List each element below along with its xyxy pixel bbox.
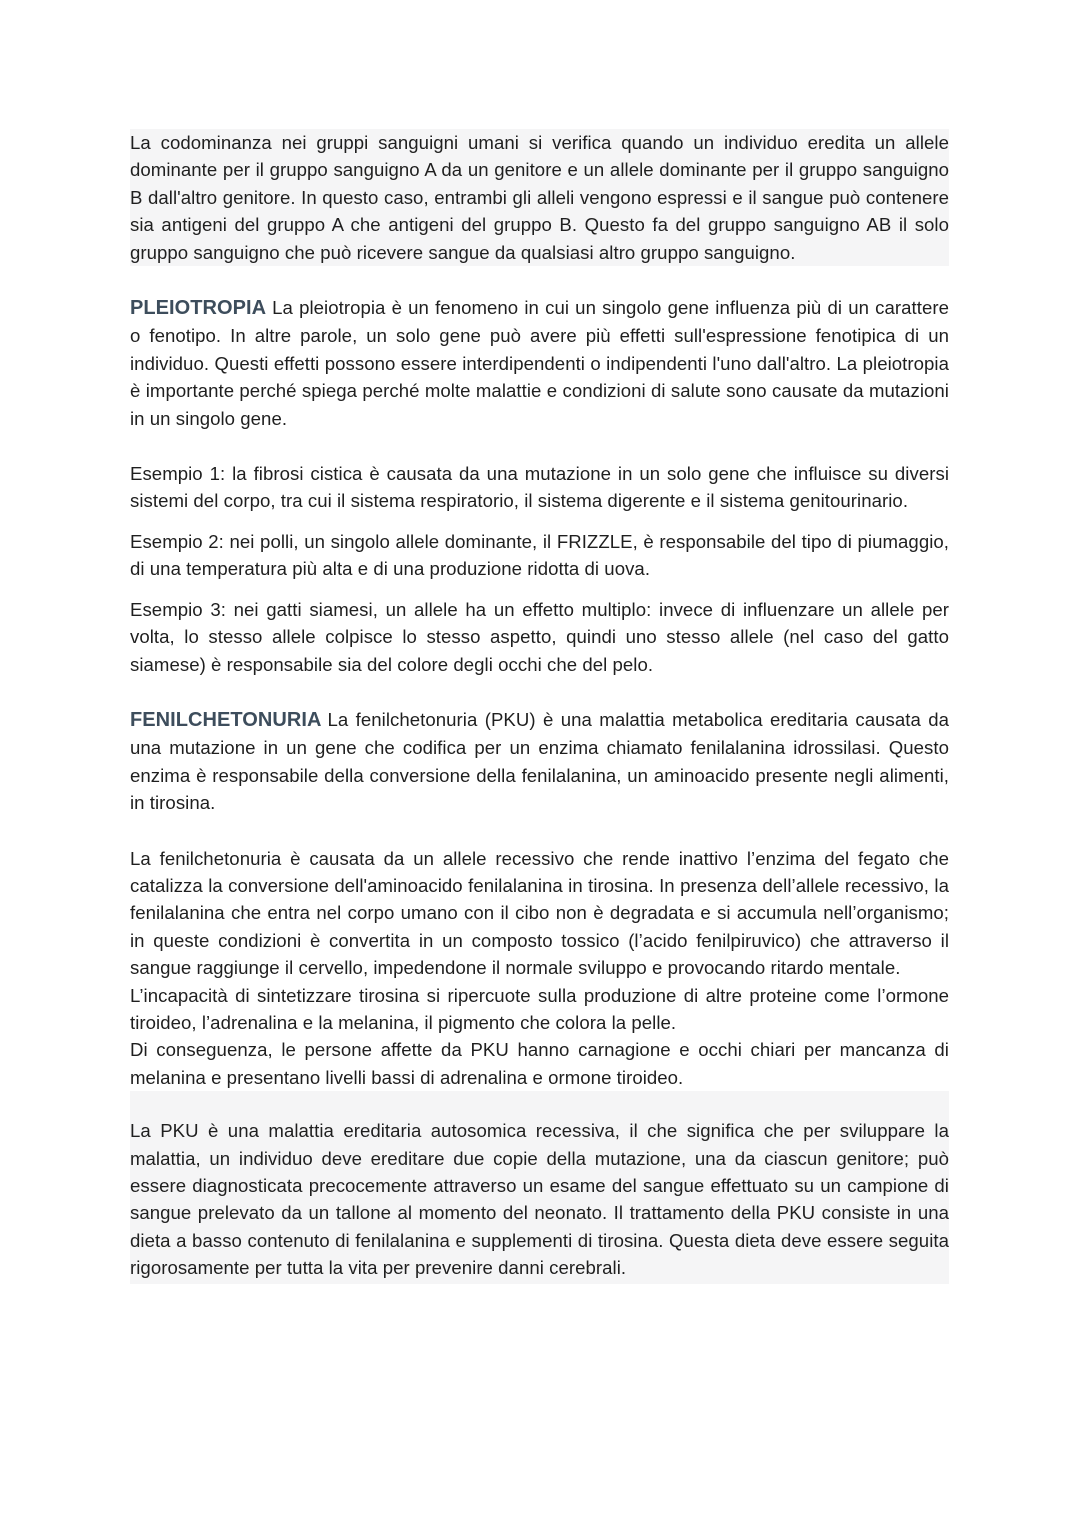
document-page (130, 129, 949, 1284)
pku-cause-paragraph: La fenilchetonuria è causata da un allele recessivo che rende inattivo l’enzima del fegato che catalizza la conversione dell'aminoacido fenilalanina in tirosina. In presenza dell’allele recessivo, la fenilalanina che entra nel corpo umano con il cibo non è degradata e si accumula nell’organismo; in queste condizioni è convertita in un composto tossico (l’acido fenilpiruvico) che attraverso il sangue raggiunge il cervello, impedendone il normale sviluppo e provocando ritardo mentale. (130, 847, 949, 979)
example-3-paragraph: Esempio 3: nei gatti siamesi, un allele ha un effetto multiplo: invece di influenzare un allele per volta, lo stesso allele colpisce lo stesso aspetto, quindi uno stesso allele (nel caso del gatto siamese) è responsabile sia del colore degli occhi che del pelo. (130, 598, 949, 675)
spacer (130, 515, 949, 528)
pku-consequence-paragraph: Di conseguenza, le persone affette da PKU hanno carnagione e occhi chiari per mancanza di melanina e presentano livelli bassi di adrenalina e ormone tiroideo. (130, 1039, 949, 1088)
spacer (130, 817, 949, 845)
spacer (130, 678, 949, 706)
spacer (130, 432, 949, 460)
pleiotropia-text: La pleiotropia è un fenomeno in cui un singolo gene influenza più di un carattere o fenotipo. In altre parole, un solo gene può avere più effetti sull'espressione fenotipica di un individuo. Questi effetti possono essere interdipendenti o indipendenti l'uno dall'altro. La pleiotropia è importante perché spiega perché molte malattie e condizioni di salute sono causate da mutazioni in un singolo gene. (130, 297, 949, 429)
spacer (130, 266, 949, 294)
spacer (130, 583, 949, 596)
fenilchetonuria-paragraph (130, 706, 949, 817)
pku-tyrosine-paragraph: L’incapacità di sintetizzare tirosina si ripercuote sulla produzione di altre proteine come l’ormone tiroideo, l’adrenalina e la melanina, il pigmento che colora la pelle. (130, 984, 949, 1033)
codominance-paragraph: La codominanza nei gruppi sanguigni umani si verifica quando un individuo eredita un allele dominante per il gruppo sanguigno A da un genitore e un allele dominante per il gruppo sanguigno B dall'altro genitore. In questo caso, entrambi gli alleli vengono espressi e il sangue può contenere sia antigeni del gruppo A che antigeni del gruppo B. Questo fa del gruppo sanguigno AB il solo gruppo sanguigno che può ricevere sangue da qualsiasi altro gruppo sanguigno. (130, 129, 949, 266)
fenilchetonuria-heading: FENILCHETONURIA (130, 708, 322, 731)
fenilchetonuria-text: La fenilchetonuria (PKU) è una malattia metabolica ereditaria causata da una mutazione in un gene che codifica per un enzima chiamato fenilalanina idrossilasi. Questo enzima è responsabile della conversione della fenilalanina, un aminoacido presente negli alimenti, in tirosina. (130, 708, 949, 814)
pku-inheritance-block (130, 1091, 949, 1283)
pleiotropia-paragraph (130, 294, 949, 432)
pleiotropia-heading: PLEIOTROPIA (130, 297, 267, 320)
example-1-paragraph: Esempio 1: la fibrosi cistica è causata da una mutazione in un solo gene che influisce su diversi sistemi del corpo, tra cui il sistema respiratorio, il sistema digerente e il sistema genitourinario. (130, 463, 949, 512)
example-2-paragraph: Esempio 2: nei polli, un singolo allele dominante, il FRIZZLE, è responsabile del tipo di piumaggio, di una temperatura più alta e di una produzione ridotta di uova. (130, 530, 949, 580)
pku-inheritance-paragraph: La PKU è una malattia ereditaria autosomica recessiva, il che significa che per sviluppare la malattia, un individuo deve ereditare due copie della mutazione, una da ciascun genitore; può essere diagnosticata precocemente attraverso un esame del sangue effettuato su un campione di sangue prelevato da un tallone al momento del neonato. Il trattamento della PKU consiste in una dieta a basso contenuto di fenilalanina e supplementi di tirosina. Questa dieta deve essere seguita rigorosamente per tutta la vita per prevenire danni cerebrali. (130, 1120, 949, 1279)
